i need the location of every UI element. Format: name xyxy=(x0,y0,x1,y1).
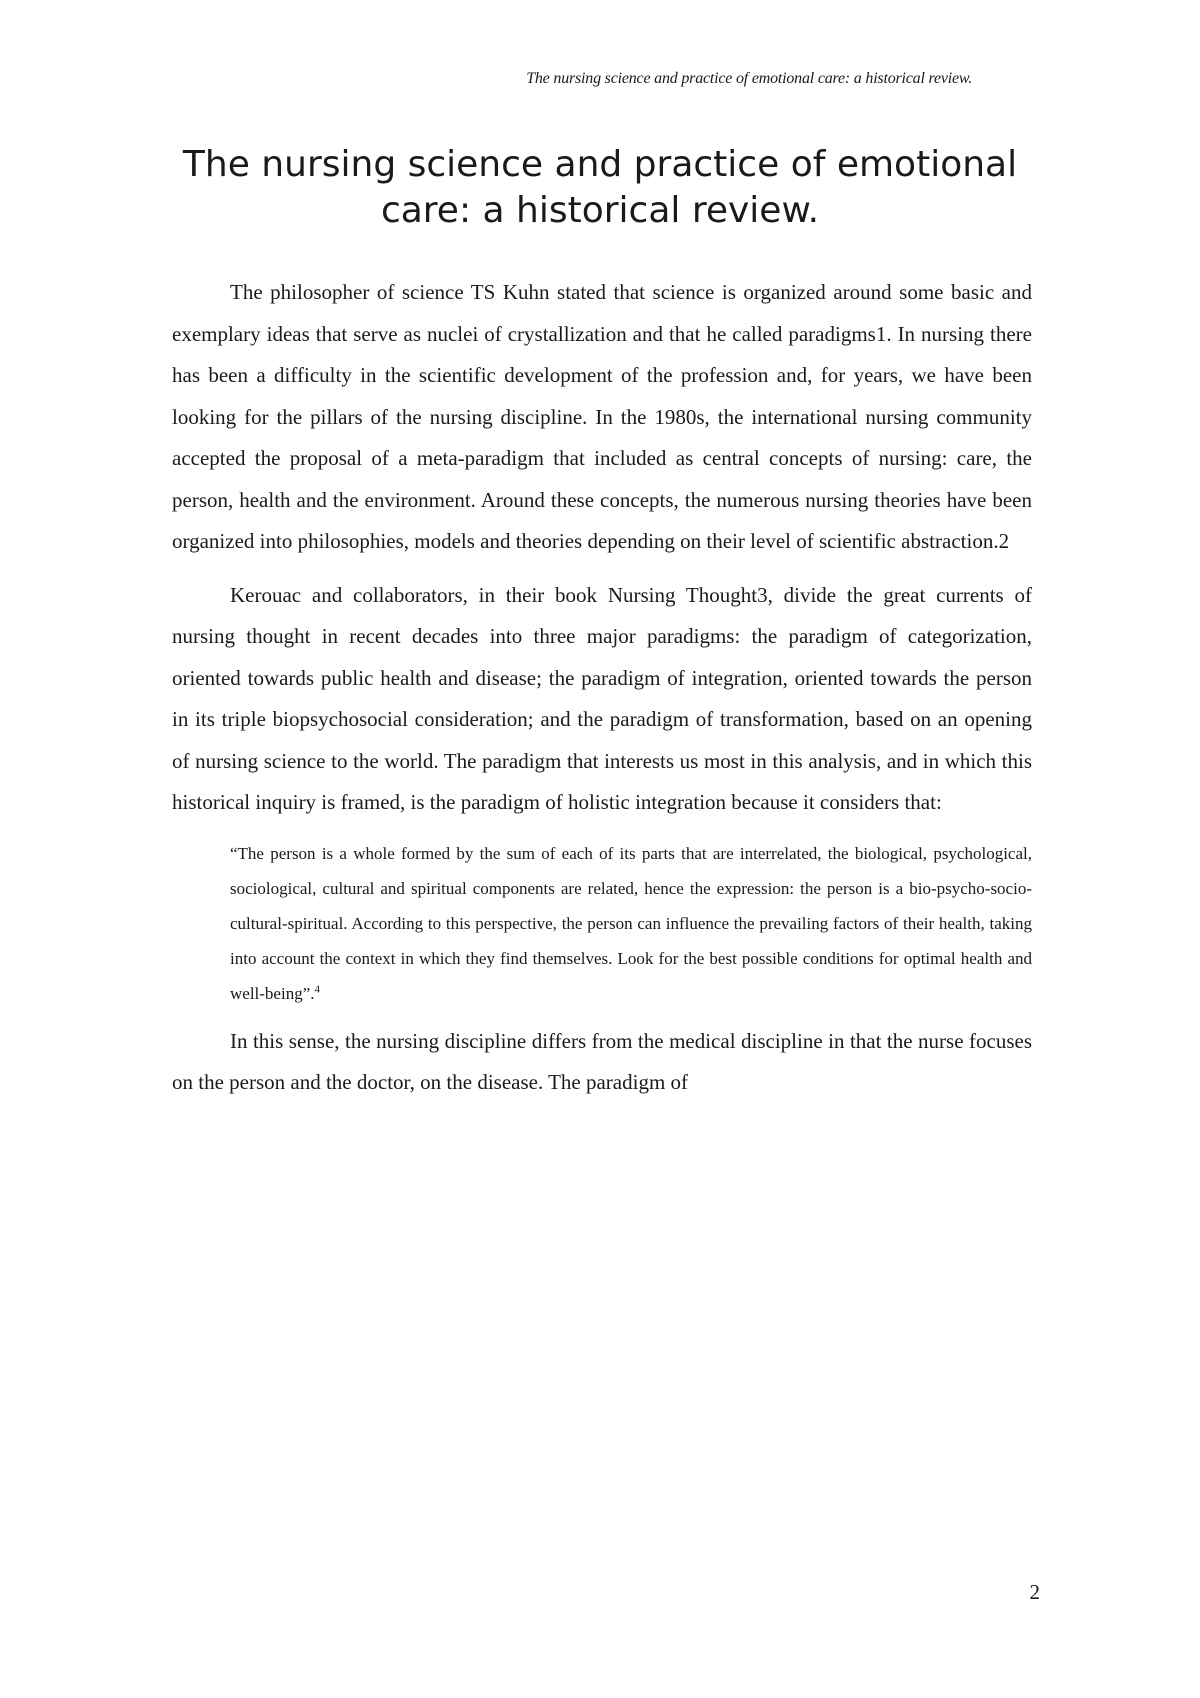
paragraph-kuhn: The philosopher of science TS Kuhn stated that science is organized around some basic and exemplary ideas that serve as nuclei of crystallization and that he called paradigms1. In nursing there has been a difficulty in the scientific development of the profession and, for years, we have been looking for the pillars of the nursing discipline. In the 1980s, the international nursing community accepted the proposal of a meta-paradigm that included as central concepts of nursing: care, the person, health and the environment. Around these concepts, the numerous nursing theories have been organized into philosophies, models and theories depending on their level of scientific abstraction.2 xyxy=(172,280,1032,553)
document-title: The nursing science and practice of emotional care: a historical review. xyxy=(182,144,1018,231)
paragraph-kerouac: Kerouac and collaborators, in their book Nursing Thought3, divide the great currents of nursing thought in recent decades into three major paradigms: the paradigm of categorization, oriented towards public health and disease; the paradigm of integration, oriented towards the person in its triple biopsychosocial consideration; and the paradigm of transformation, based on an opening of nursing science to the world. The paradigm that interests us most in this analysis, and in which this historical inquiry is framed, is the paradigm of holistic integration because it considers that: xyxy=(172,582,1032,814)
page-number: 2 xyxy=(1029,1580,1040,1604)
document-body xyxy=(172,272,1032,1116)
block-quote-text: “The person is a whole formed by the sum of each of its parts that are interrelated, the biological, psychological, sociological, cultural and spiritual components are related, hence the expression: the person is a bio-psycho-socio- cultural-spiritual. According to this perspective, the person can influence the prevailing factors of their health, taking into account the context in which they find themselves. Look for the best possible conditions for optimal health and well-being”. xyxy=(230,843,1032,1003)
running-header: The nursing science and practice of emotional care: a historical review. xyxy=(526,70,972,87)
block-quote xyxy=(230,836,1032,1011)
footnote-ref: 4 xyxy=(314,982,320,995)
paragraph-closing: In this sense, the nursing discipline differs from the medical discipline in that the nurse focuses on the person and the doctor, on the disease. The paradigm of xyxy=(172,1028,1032,1094)
